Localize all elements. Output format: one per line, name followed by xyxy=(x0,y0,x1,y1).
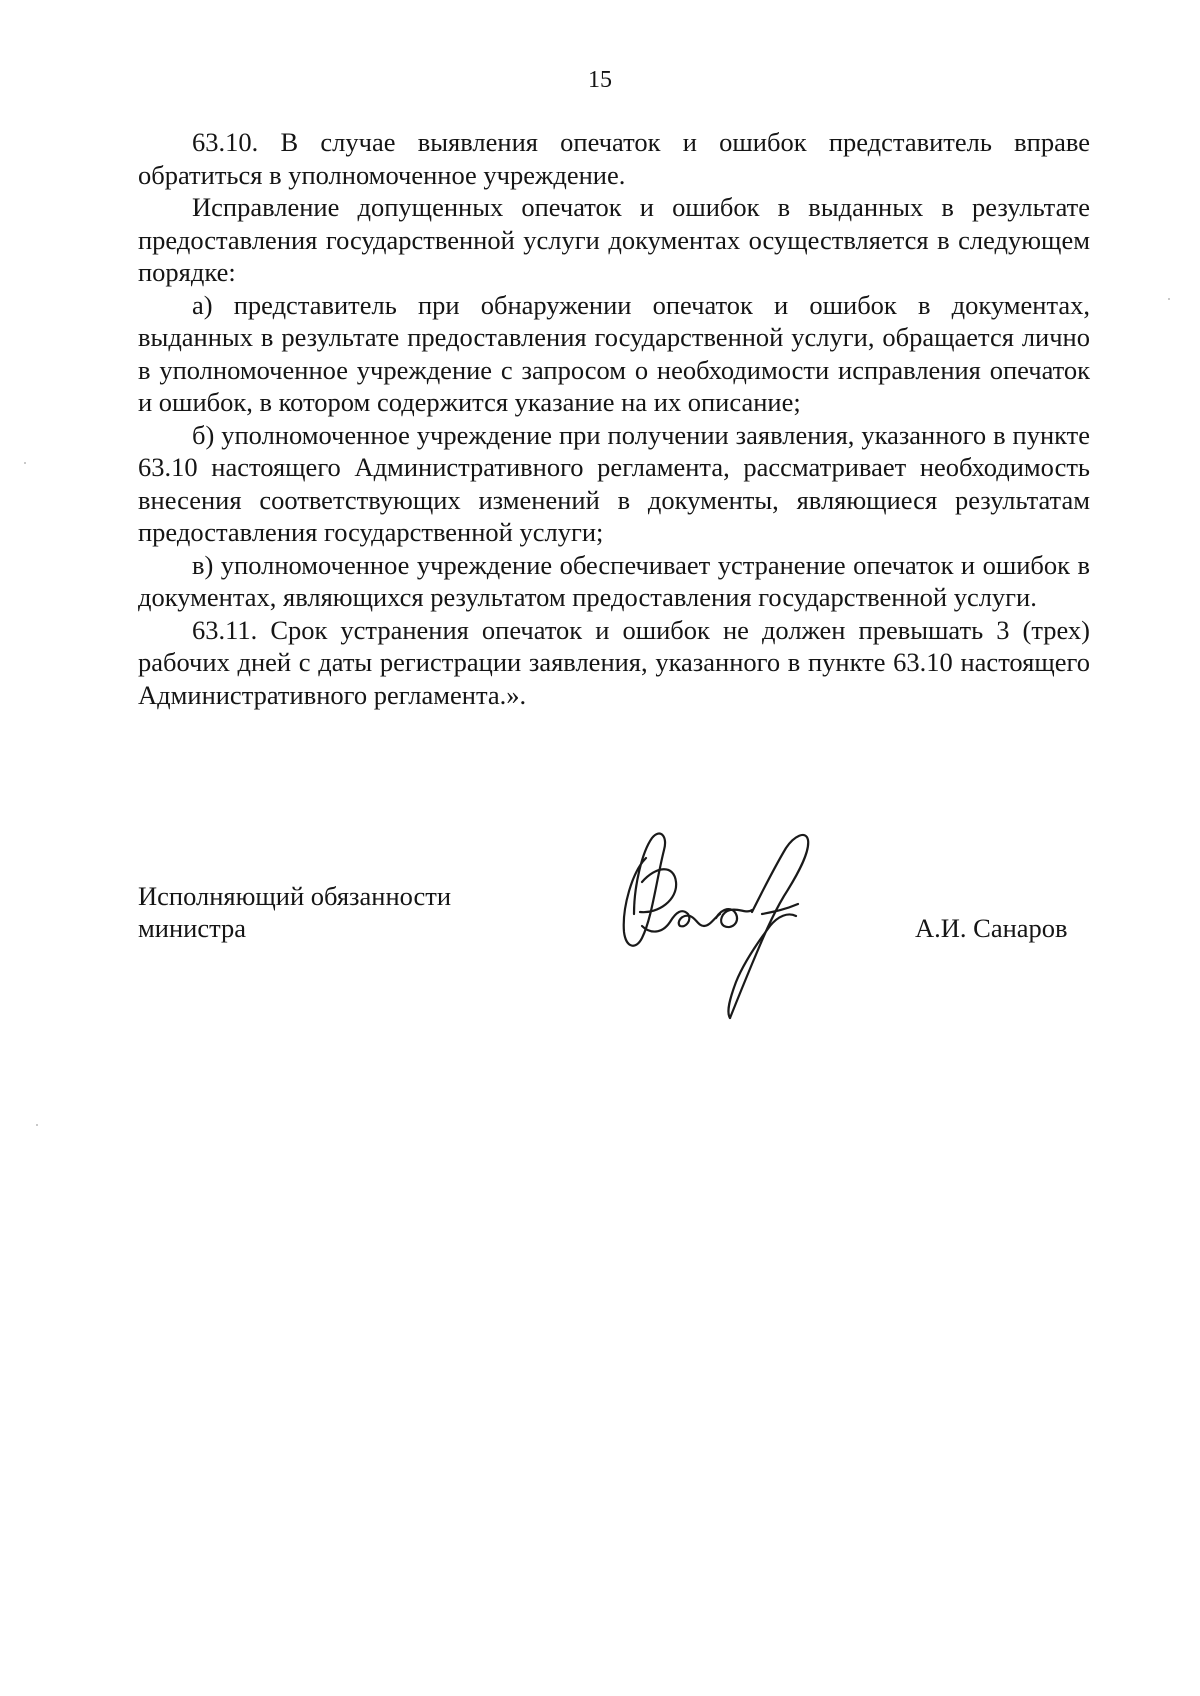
scan-speck xyxy=(24,462,26,464)
paragraph-item-a: а) представитель при обнаружении опечаток и ошибок в документах, выданных в результате предоставления государственной услуги, обращается лично в уполномоченное учреждение с запросом о необходимости исправления опечаток и ошибок, в котором содержится указание на их описание; xyxy=(138,289,1090,417)
page-number: 15 xyxy=(588,67,612,93)
paragraph-correction-procedure: Исправление допущенных опечаток и ошибок в выданных в результате предоставления государственной услуги документах осуществляется в следующем порядке: xyxy=(138,192,1090,287)
paragraph-item-v: в) уполномоченное учреждение обеспечивает устранение опечаток и ошибок в документах, являющихся результатом предоставления государственной услуги. xyxy=(138,549,1090,612)
paragraph-63-11: 63.11. Срок устранения опечаток и ошибок не должен превышать 3 (трех) рабочих дней с даты регистрации заявления, указанного в пункте 63.10 настоящего Административного регламента.». xyxy=(138,614,1090,710)
scan-speck xyxy=(1168,298,1170,300)
document-body xyxy=(138,126,1090,711)
signatory-position-line-2: министра xyxy=(138,913,246,943)
scan-speck xyxy=(36,1124,38,1126)
paragraph-63-10: 63.10. В случае выявления опечаток и ошибок представитель вправе обратиться в уполномоченное учреждение. xyxy=(138,127,1090,190)
handwritten-signature xyxy=(612,822,842,1022)
paragraph-item-b: б) уполномоченное учреждение при получении заявления, указанного в пункте 63.10 настоящего Административного регламента, рассматривает необходимость внесения соответствующих изменений в документы, являющиеся результатам предоставления государственной услуги; xyxy=(138,419,1090,547)
signatory-position xyxy=(138,880,451,944)
signatory-position-line-1: Исполняющий обязанности xyxy=(138,881,452,911)
signer-name: А.И. Санаров xyxy=(915,913,1068,943)
